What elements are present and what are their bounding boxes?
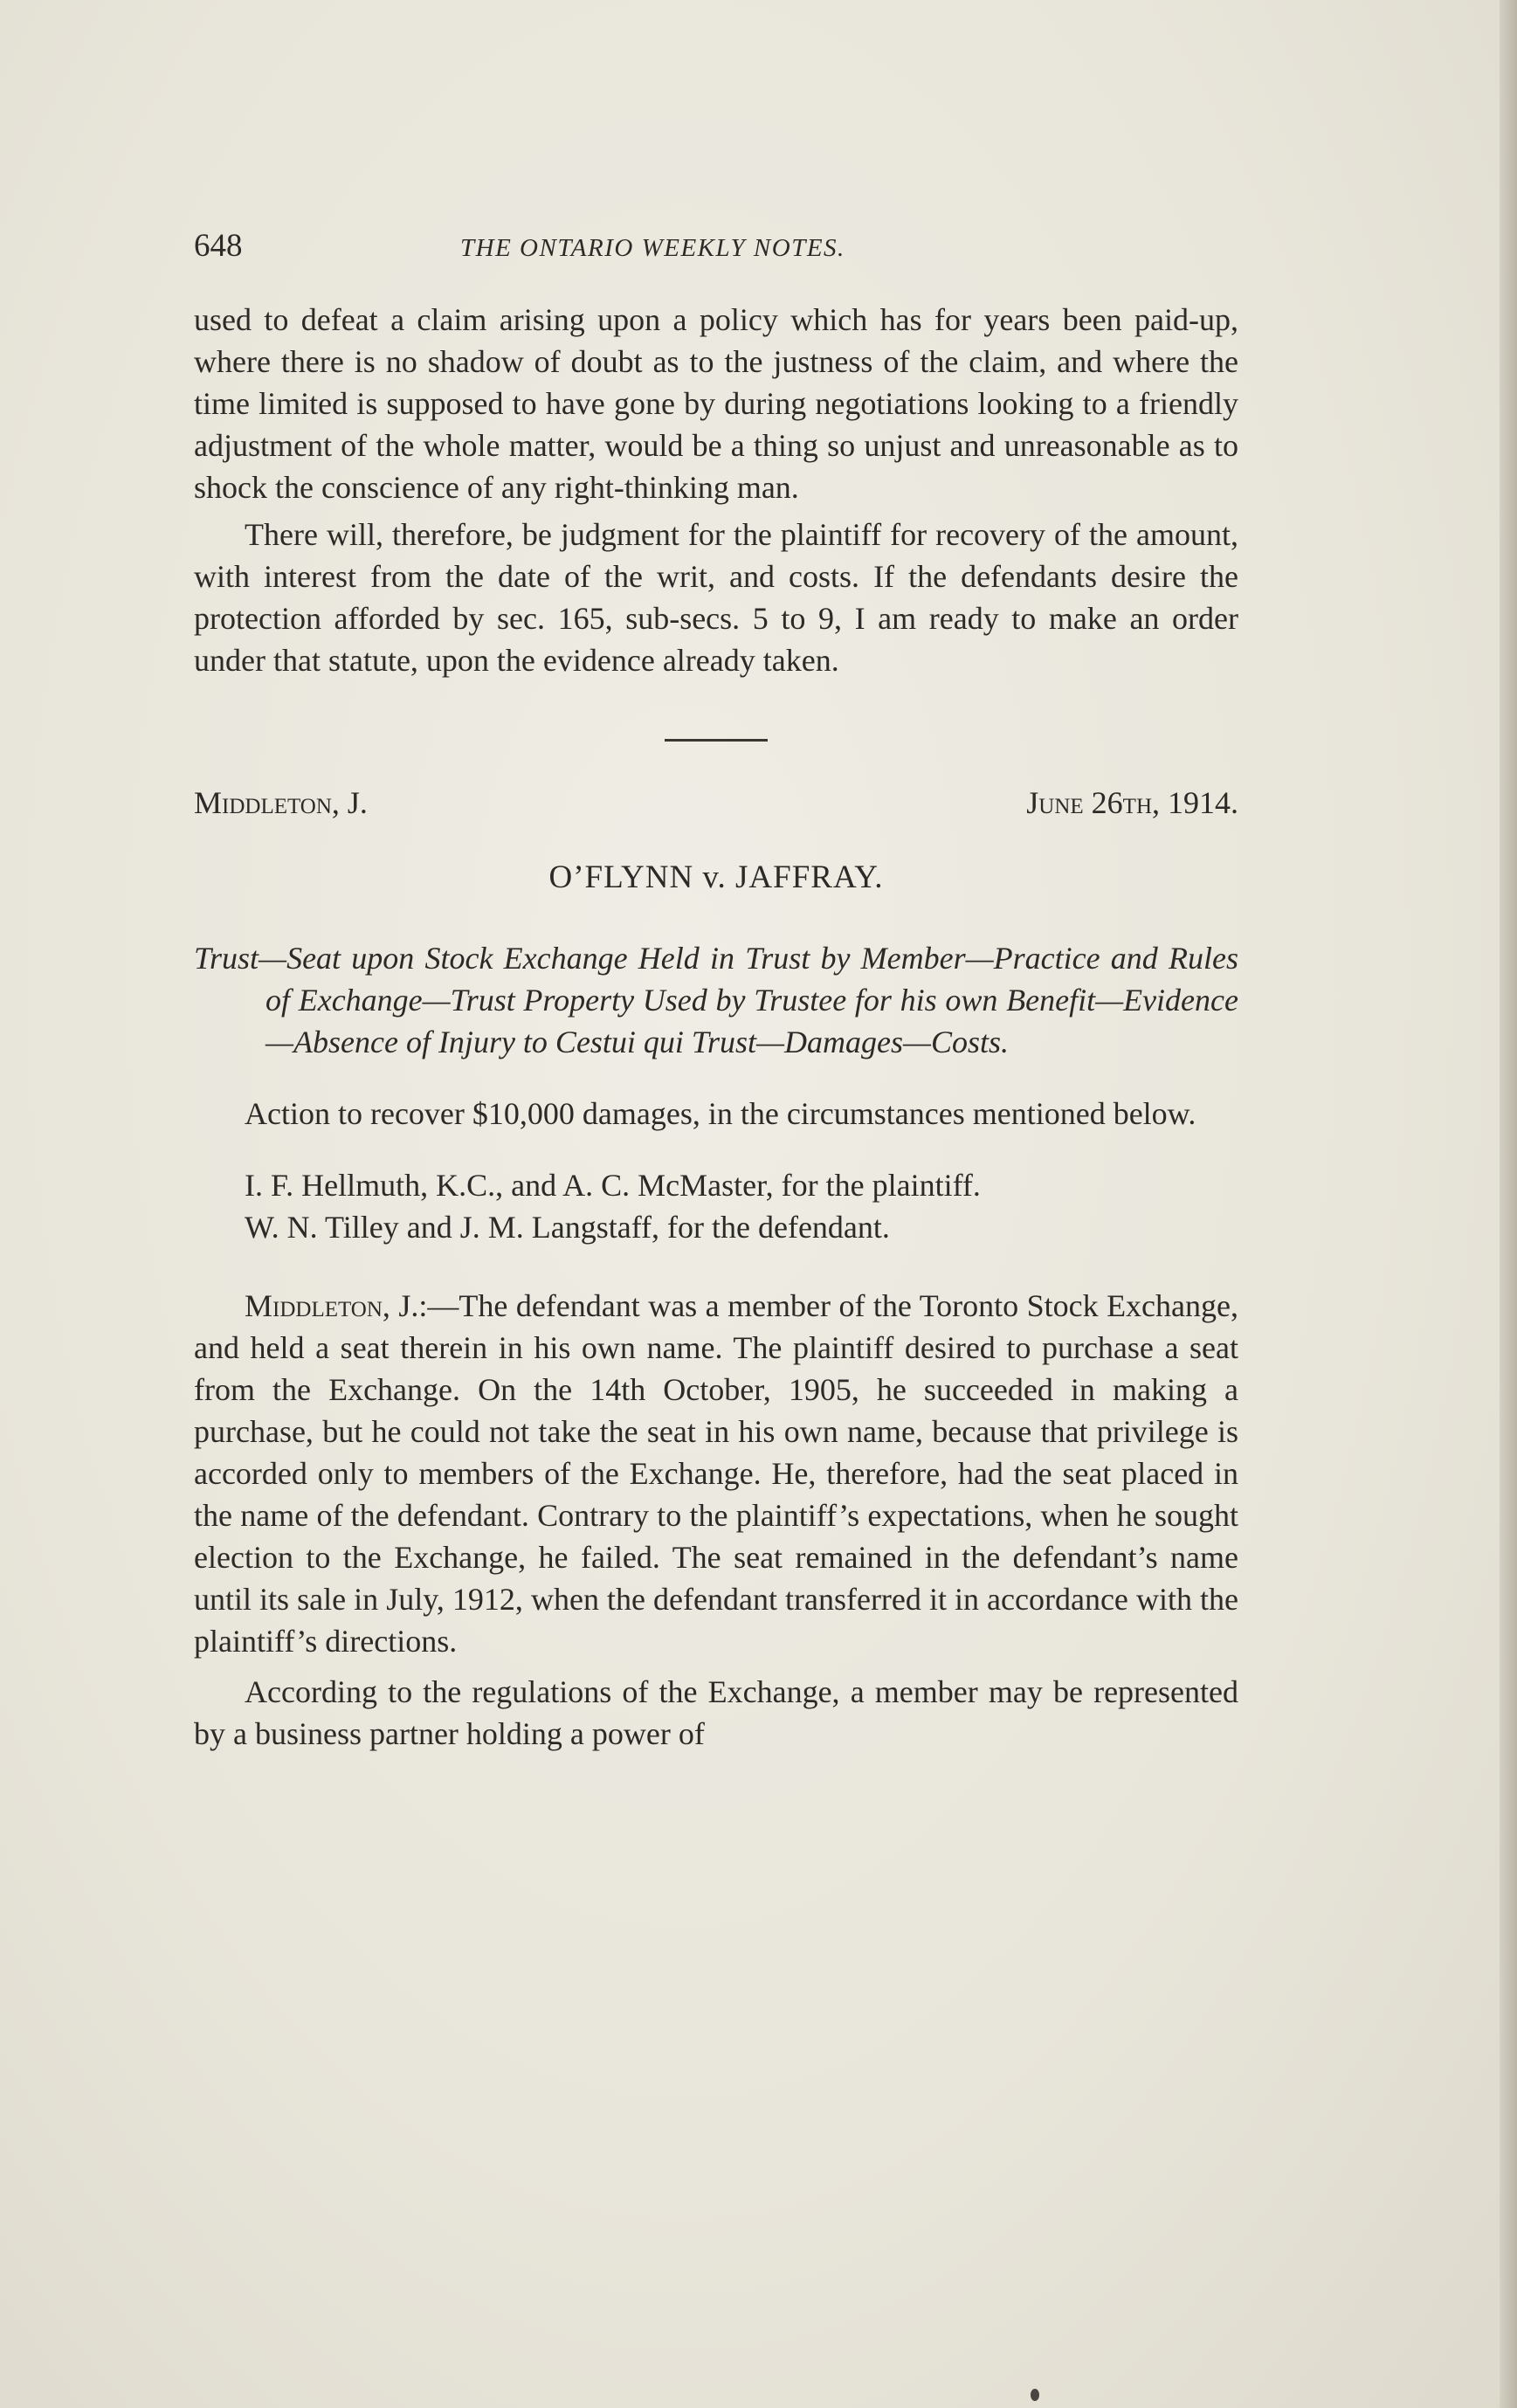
paragraph-continuation: used to defeat a claim arising upon a policy which has for years been paid-up, where there is no shadow of doubt as to the justness of the claim, and where the time limited is supposed to have gone by during negotiations looking to a friendly adjustment of the whole matter, would be a thing so unjust and unreasonable as to shock the conscience of any right-thinking man. [194,302,1238,505]
case-title: O’FLYNN v. JAFFRAY. [548,859,884,895]
paper-speck [1031,2389,1039,2401]
judgment-paragraph-2: According to the regulations of the Exchange, a member may be represented by a business partner holding a power of [194,1674,1238,1751]
page-header [194,220,1238,273]
case-judge: Middleton, J. [194,785,368,820]
page-edge [1500,0,1517,2408]
paragraph-judgment-order: There will, therefore, be judgment for the plaintiff for recovery of the amount, with interest from the date of the writ, and costs. If the defendants desire the protection afforded by sec. 165, sub-secs. 5 to 9, I am ready to make an order under that statute, upon the evidence already taken. [194,517,1238,678]
action-description: Action to recover $10,000 damages, in the circumstances mentioned below. [245,1096,1196,1131]
running-title: THE ONTARIO WEEKLY NOTES. [460,234,845,262]
page-number: 648 [194,228,243,264]
counsel-defendant: W. N. Tilley and J. M. Langstaff, for the defendant. [245,1210,890,1245]
section-divider [665,739,768,742]
case-headnote: Trust—Seat upon Stock Exchange Held in Trust by Member—Practice and Rules of Exchange—Trust Property Used by Trustee for his own Benefit—Evidence—Absence of Injury to Cestui qui Trust—Damages—Costs. [194,941,1238,1059]
counsel-block [194,1164,1238,1248]
judgment-judge-name: Middleton, J. [245,1288,419,1323]
counsel-plaintiff: I. F. Hellmuth, K.C., and A. C. McMaster, for the plaintiff. [245,1168,981,1203]
case-date: June 26th, 1914. [1026,785,1238,820]
case-judge-date-line [194,782,1238,824]
judgment-paragraph-1 [194,1285,1238,1662]
text-column [194,220,1238,1755]
judgment-paragraph-1-text: :—The defendant was a member of the Toronto Stock Exchange, and held a seat therein in his own name. The plaintiff desired to purchase a seat from the Exchange. On the 14th October, 1905, he succeeded in making a purchase, but he could not take the seat in his own name, because that privilege is accorded only to members of the Exchange. He, therefore, had the seat placed in the name of the defendant. Contrary to the plaintiff’s expectations, when he sought election to the Exchange, he failed. The seat remained in the defendant’s name until its sale in July, 1912, when the defendant transferred it in accordance with the plaintiff’s directions. [194,1288,1238,1659]
